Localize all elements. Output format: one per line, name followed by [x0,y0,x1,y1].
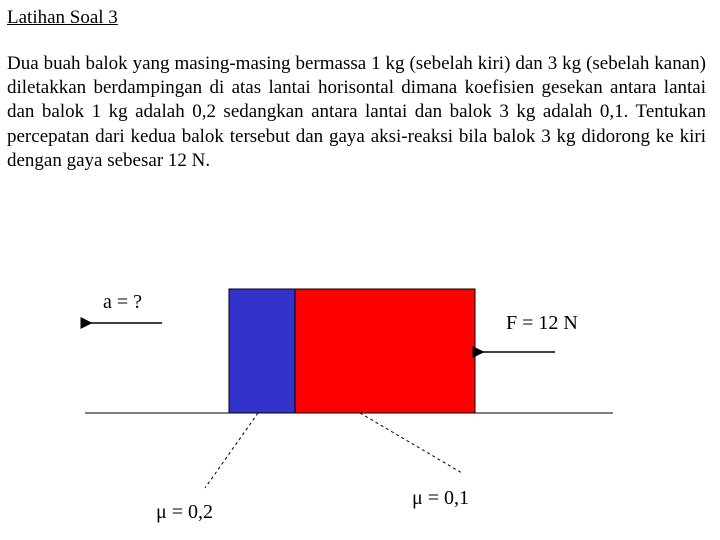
force-label: F = 12 N [506,312,578,334]
mu-left-leader [205,413,258,488]
mu-right-leader [360,413,462,473]
block-1kg [229,289,295,413]
mu-right-label: μ = 0,1 [412,487,470,509]
problem-text: Dua buah balok yang masing-masing bermassa 1 kg (sebelah kiri) dan 3 kg (sebelah kanan) diletakkan berdampingan di atas lantai horisontal dimana koefisien gesekan antara lantai dan balok 1 kg adalah 0,2 sedangkan antara lantai dan balok 3 kg adalah 0,1. Tentukan percepatan dari kedua balok tersebut dan gaya aksi-reaksi bila balok 3 kg didorong ke kiri dengan gaya sebesar 12 N. [7,53,706,171]
mu-left-label: μ = 0,2 [156,501,214,523]
slide-title: Latihan Soal 3 [7,7,118,28]
block-3kg [295,289,475,413]
acceleration-label: a = ? [103,291,143,313]
